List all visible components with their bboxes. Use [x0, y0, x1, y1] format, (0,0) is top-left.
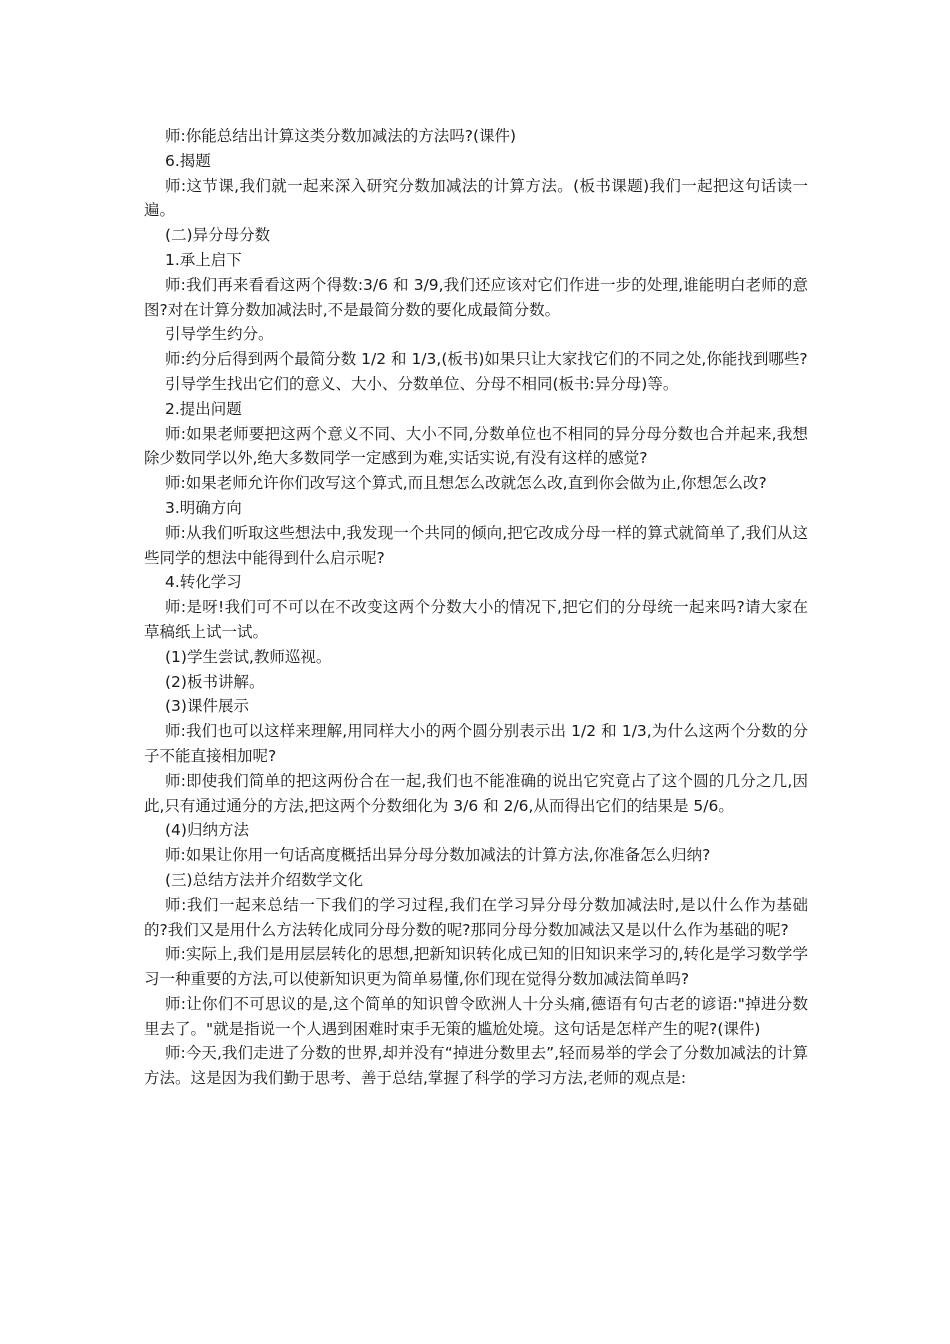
paragraph: 师:即使我们简单的把这两份合在一起,我们也不能准确的说出它究竟占了这个圆的几分之几,因此,只有通过通分的方法,把这两个分数细化为 3/6 和 2/6,从而得出它们的结果是 5/6。: [144, 771, 808, 815]
paragraph: 2.提出问题: [165, 399, 242, 418]
paragraph: 师:我们也可以这样来理解,用同样大小的两个圆分别表示出 1/2 和 1/3,为什么这两个分数的分子不能直接相加呢?: [144, 722, 808, 765]
paragraph: (三)总结方法并介绍数学文化: [165, 870, 364, 889]
paragraph: 师:我们再来看看这两个得数:3/6 和 3/9,我们还应该对它们作进一步的处理,谁能明白老师的意图?对在计算分数加减法时,不是最简分数的要化成最简分数。: [144, 275, 808, 319]
paragraph: 师:我们一起来总结一下我们的学习过程,我们在学习异分母分数加减法时,是以什么作为基础的?我们又是用什么方法转化成同分母分数的呢?那同分母分数加减法又是以什么作为基础的呢?: [144, 895, 808, 939]
paragraph: (3)课件展示: [165, 697, 249, 716]
paragraph: 师:让你们不可思议的是,这个简单的知识曾令欧洲人十分头痛,德语有句古老的谚语:"掉进分数里去了。"就是指说一个人遇到困难时束手无策的尴尬处境。这句话是怎样产生的呢?(课件): [144, 994, 808, 1038]
paragraph: 引导学生约分。: [165, 325, 274, 344]
paragraph: 4.转化学习: [165, 573, 242, 592]
paragraph: (二)异分母分数: [165, 226, 271, 245]
paragraph: 3.明确方向: [165, 498, 242, 517]
paragraph: (4)归纳方法: [165, 821, 249, 840]
document-body: [144, 124, 808, 1091]
paragraph: (1)学生尝试,教师巡视。: [165, 647, 332, 666]
paragraph: 师:如果让你用一句话高度概括出异分母分数加减法的计算方法,你准备怎么归纳?: [165, 846, 711, 865]
paragraph: 师:实际上,我们是用层层转化的思想,把新知识转化成已知的旧知识来学习的,转化是学习数学学习一种重要的方法,可以使新知识更为简单易懂,你们现在觉得分数加减法简单吗?: [144, 945, 808, 989]
paragraph: 1.承上启下: [165, 250, 242, 269]
paragraph: 师:约分后得到两个最简分数 1/2 和 1/3,(板书)如果只让大家找它们的不同之处,你能找到哪些?: [165, 350, 808, 369]
paragraph: (2)板书讲解。: [165, 672, 265, 691]
paragraph: 师:是呀!我们可不可以在不改变这两个分数大小的情况下,把它们的分母统一起来吗?请大家在草稿纸上试一试。: [144, 598, 808, 641]
paragraph: 师:从我们听取这些想法中,我发现一个共同的倾向,把它改成分母一样的算式就简单了,我们从这些同学的想法中能得到什么启示呢?: [144, 523, 808, 567]
paragraph: 6.揭题: [165, 151, 211, 170]
paragraph: 师:如果老师允许你们改写这个算式,而且想怎么改就怎么改,直到你会做为止,你想怎么改?: [165, 474, 767, 493]
paragraph: 师:这节课,我们就一起来深入研究分数加减法的计算方法。(板书课题)我们一起把这句话读一遍。: [144, 176, 808, 220]
paragraph: 师:如果老师要把这两个意义不同、大小不同,分数单位也不相同的异分母分数也合并起来,我想除少数同学以外,绝大多数同学一定感到为难,实话实说,有没有这样的感觉?: [144, 424, 808, 468]
paragraph: 引导学生找出它们的意义、大小、分数单位、分母不相同(板书:异分母)等。: [165, 374, 679, 393]
paragraph: 师:你能总结出计算这类分数加减法的方法吗?(课件): [165, 127, 517, 145]
paragraph: 师:今天,我们走进了分数的世界,却并没有“掉进分数里去”,轻而易举的学会了分数加减法的计算方法。这是因为我们勤于思考、善于总结,掌握了科学的学习方法,老师的观点是:: [144, 1044, 808, 1088]
